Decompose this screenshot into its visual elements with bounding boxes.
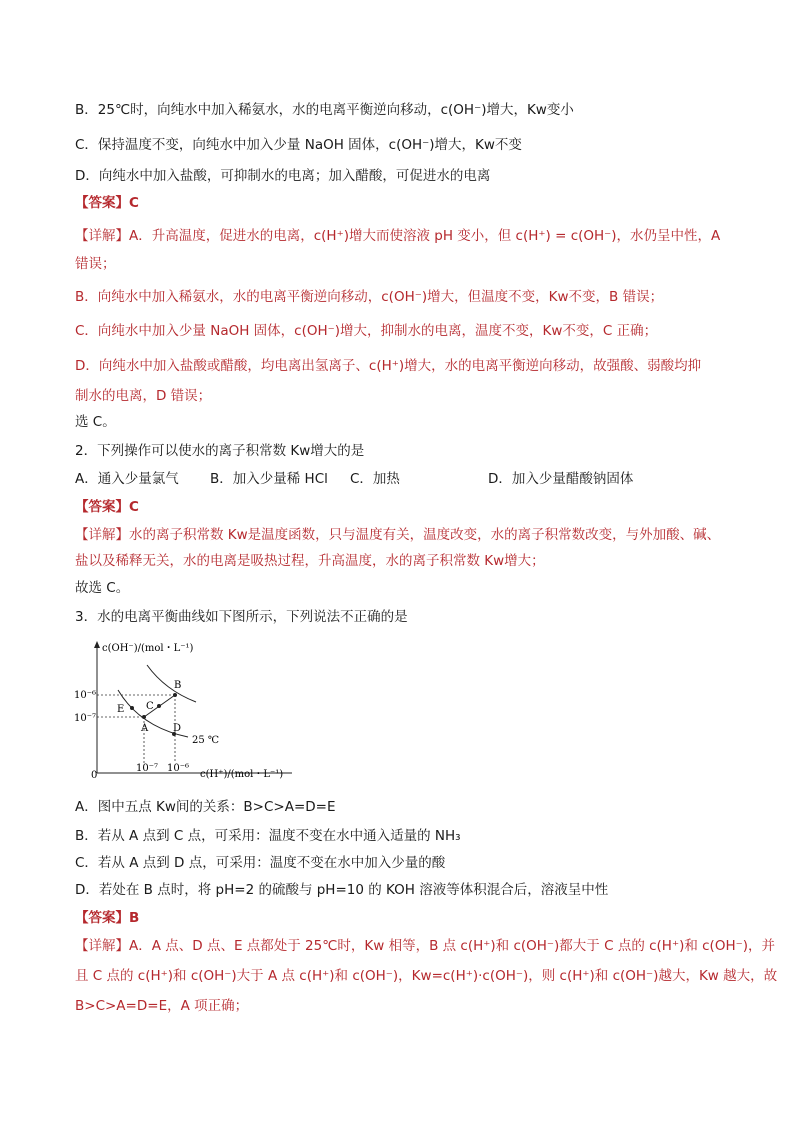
- text-line-l2: C．保持温度不变，向纯水中加入少量 NaOH 固体，c(OH⁻)增大，Kw不变: [75, 137, 522, 153]
- text-line-l25: 且 C 点的 c(H⁺)和 c(OH⁻)大于 A 点 c(H⁺)和 c(OH⁻)，Kw=c(H⁺)·c(OH⁻)，则 c(H⁺)和 c(OH⁻)越大，Kw 越大，故: [75, 968, 778, 984]
- curve-label: 25 ℃: [192, 735, 220, 746]
- text-line-l21: C．若从 A 点到 D 点，可采用：温度不变在水中加入少量的酸: [75, 855, 446, 871]
- text-line-l3: D．向纯水中加入盐酸，可抑制水的电离；加入醋酸，可促进水的电离: [75, 168, 491, 184]
- text-line-l24: 【详解】A．A 点、D 点、E 点都处于 25℃时，Kw 相等，B 点 c(H⁺)和 c(OH⁻)都大于 C 点的 c(H⁺)和 c(OH⁻)，并: [75, 938, 775, 954]
- text-line-l19: A．图中五点 Kw间的关系：B>C>A=D=E: [75, 799, 336, 815]
- point-a: [142, 715, 146, 719]
- text-line-l18: 3．水的电离平衡曲线如下图所示，下列说法不正确的是: [75, 609, 408, 625]
- q2-option-o4: D．加入少量醋酸钠固体: [488, 471, 634, 487]
- text-line-l11: 选 C。: [75, 414, 116, 430]
- text-line-l15: 【详解】水的离子积常数 Kw是温度函数，只与温度有关，温度改变，水的离子积常数改变，与外加酸、碱、: [75, 527, 721, 543]
- text-line-l4a: 【答案】C: [75, 195, 139, 211]
- q2-option-o1: A．通入少量氯气: [75, 471, 179, 487]
- text-line-l17: 故选 C。: [75, 580, 130, 596]
- x-axis-label: c(H⁺)/(mol・L⁻¹): [200, 769, 284, 780]
- y-tick-low: 10⁻⁷: [74, 713, 97, 724]
- text-line-l9: D．向纯水中加入盐酸或醋酸，均电离出氢离子、c(H⁺)增大，水的电离平衡逆向移动，故强酸、弱酸均抑: [75, 358, 702, 374]
- text-line-l26: B>C>A=D=E，A 项正确；: [75, 998, 249, 1014]
- point-a-label: A: [141, 723, 149, 734]
- point-b-label: B: [174, 680, 182, 691]
- text-line-l16: 盐以及稀释无关，水的电离是吸热过程，升高温度，水的离子积常数 Kw增大；: [75, 553, 545, 569]
- point-e-label: E: [117, 704, 125, 715]
- point-c: [157, 704, 161, 708]
- water-ionization-graph: [70, 635, 300, 785]
- origin-label: 0: [91, 770, 98, 781]
- text-line-l1: B．25℃时，向纯水中加入稀氨水，水的电离平衡逆向移动，c(OH⁻)增大，Kw变小: [75, 102, 574, 118]
- point-d-label: D: [173, 723, 182, 734]
- text-line-l20: B．若从 A 点到 C 点，可采用：温度不变在水中通入适量的 NH₃: [75, 828, 461, 844]
- x-tick-low: 10⁻⁷: [136, 763, 159, 774]
- point-c-label: C: [146, 701, 154, 712]
- text-line-l5: 【详解】A．升高温度，促进水的电离，c(H⁺)增大而使溶液 pH 变小，但 c(H⁺) = c(OH⁻)，水仍呈中性，A: [75, 228, 721, 244]
- q2-option-o2: B．加入少量稀 HCl: [210, 471, 328, 487]
- text-line-l12: 2．下列操作可以使水的离子积常数 Kw增大的是: [75, 443, 365, 459]
- text-line-l14: 【答案】C: [75, 499, 139, 515]
- text-line-l23: 【答案】B: [75, 910, 140, 926]
- point-b: [173, 693, 177, 697]
- text-line-l22: D．若处在 B 点时，将 pH=2 的硫酸与 pH=10 的 KOH 溶液等体积混合后，溶液呈中性: [75, 882, 609, 898]
- text-line-l8: C．向纯水中加入少量 NaOH 固体，c(OH⁻)增大，抑制水的电离，温度不变，Kw不变，C 正确；: [75, 323, 658, 339]
- x-tick-high: 10⁻⁶: [167, 763, 190, 774]
- y-tick-high: 10⁻⁶: [74, 690, 97, 701]
- text-line-l10: 制水的电离，D 错误；: [75, 388, 212, 404]
- q2-option-o3: C．加热: [350, 471, 400, 487]
- y-axis-arrow: [94, 641, 100, 648]
- curve-high-t: [147, 665, 196, 702]
- y-axis-label: c(OH⁻)/(mol・L⁻¹): [102, 643, 194, 654]
- text-line-l6: 错误；: [75, 256, 116, 272]
- text-line-l7: B．向纯水中加入稀氨水，水的电离平衡逆向移动，c(OH⁻)增大，但温度不变，Kw不变，B 错误；: [75, 289, 664, 305]
- point-e: [130, 706, 134, 710]
